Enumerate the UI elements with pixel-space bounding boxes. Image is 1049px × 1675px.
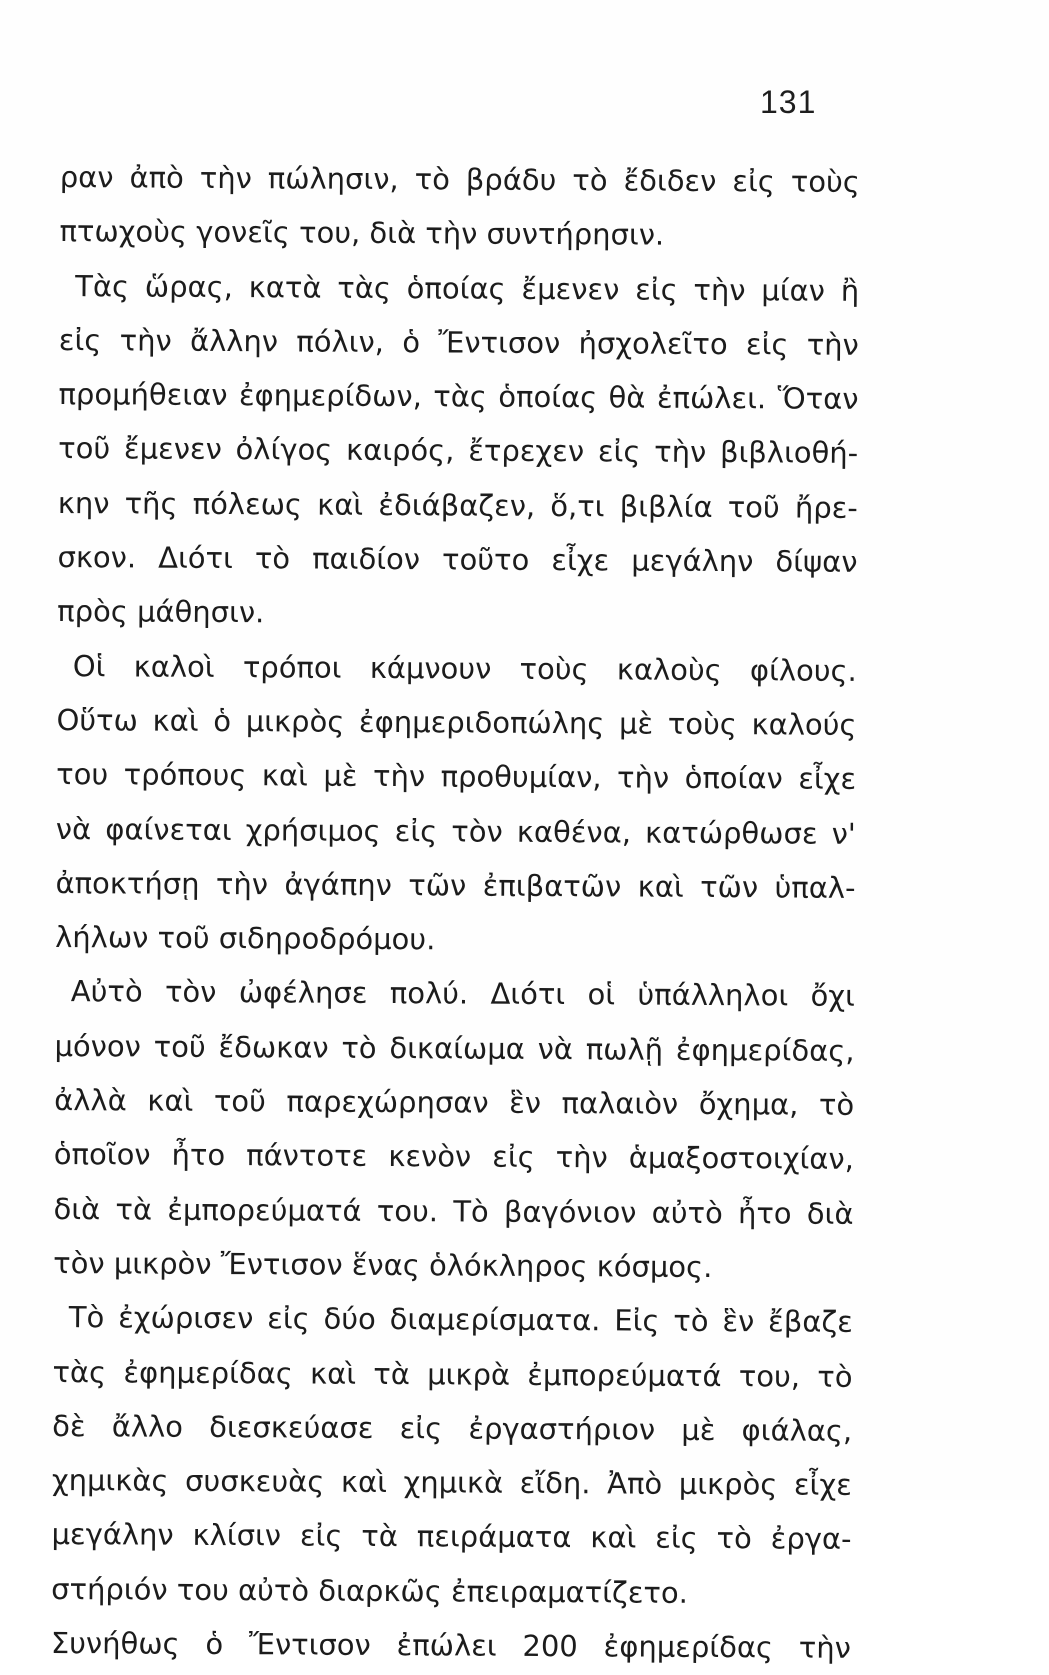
text-line: Οὕτω καὶ ὁ μικρὸς ἐφημεριδοπώλης μὲ τοὺς καλούς [56,702,857,742]
text-line: χημικὰς συσκευὰς καὶ χημικὰ εἴδη. Ἀπὸ μικρὸς εἶχε [51,1463,852,1502]
text-line: νὰ φαίνεται χρήσιμος εἰς τὸν καθένα, κατώρθωσε ν' [55,811,856,851]
text-line: κην τῆς πόλεως καὶ ἐδιάβαζεν, ὅ,τι βιβλία τοῦ ἤρε- [57,485,858,525]
text-line: τὰς ἐφημερίδας καὶ τὰ μικρὰ ἐμπορεύματά του, τὸ [52,1354,853,1394]
text-line: Συνήθως ὁ Ἔντισον ἐπώλει 200 ἐφημερίδας τὴν [50,1625,851,1665]
text-line: μεγάλην κλίσιν εἰς τὰ πειράματα καὶ εἰς τὸ ἐργα- [51,1517,852,1557]
text-line: μόνον τοῦ ἔδωκαν τὸ δικαίωμα νὰ πωλῇ ἐφημερίδας, [54,1028,855,1068]
text-line: ὁποῖον ἦτο πάντοτε κενὸν εἰς τὴν ἁμαξοστοιχίαν, [53,1137,854,1177]
text-line: Τὰς ὥρας, κατὰ τὰς ὁποίας ἔμενεν εἰς τὴν μίαν ἢ [75,268,860,308]
page-number: 131 [760,84,817,120]
text-line: Τὸ ἐχώρισεν εἰς δύο διαμερίσματα. Εἰς τὸ ἓν ἔβαζε [68,1300,853,1340]
text-line: προμήθειαν ἐφημερίδων, τὰς ὁποίας θὰ ἐπώλει. Ὅταν [58,377,859,417]
text-line: λήλων τοῦ σιδηροδρόμου. [55,920,436,957]
text-line: πρὸς μάθησιν. [57,594,265,630]
text-line: στήριόν του αὐτὸ διαρκῶς ἐπειραματίζετο. [51,1571,688,1610]
text-line: σκον. Διότι τὸ παιδίον τοῦτο εἶχε μεγάλην δίψαν [57,540,858,579]
text-line: ἀποκτήσῃ τὴν ἀγάπην τῶν ἐπιβατῶν καὶ τῶν ὑπαλ- [55,865,856,905]
text-line: δὲ ἄλλο διεσκεύασε εἰς ἐργαστήριον μὲ φιάλας, [52,1408,853,1448]
text-line: πτωχοὺς γονεῖς του, διὰ τὴν συντήρησιν. [59,214,665,252]
text-line: του τρόπους καὶ μὲ τὴν προθυμίαν, τὴν ὁποίαν εἶχε [56,757,857,797]
text-line: Οἱ καλοὶ τρόποι κάμνουν τοὺς καλοὺς φίλους. [72,648,857,688]
text-line: τοῦ ἔμενεν ὀλίγος καιρός, ἔτρεχεν εἰς τὴν βιβλιοθή- [58,431,859,471]
text-line: ραν ἀπὸ τὴν πώλησιν, τὸ βράδυ τὸ ἔδιδεν εἰς τοὺς [59,159,860,199]
text-line: εἰς τὴν ἄλλην πόλιν, ὁ Ἔντισον ἠσχολεῖτο εἰς τὴν [58,322,859,362]
text-line: διὰ τὰ ἐμπορεύματά του. Τὸ βαγόνιον αὐτὸ ἦτο διὰ [53,1191,854,1231]
text-line: ἀλλὰ καὶ τοῦ παρεχώρησαν ἓν παλαιὸν ὄχημα, τὸ [54,1083,855,1122]
text-line: Αὐτὸ τὸν ὠφέλησε πολύ. Διότι οἱ ὑπάλληλοι ὄχι [70,974,855,1014]
text-line: τὸν μικρὸν Ἔντισον ἕνας ὁλόκληρος κόσμος. [53,1245,713,1284]
body-text [51,150,860,1675]
